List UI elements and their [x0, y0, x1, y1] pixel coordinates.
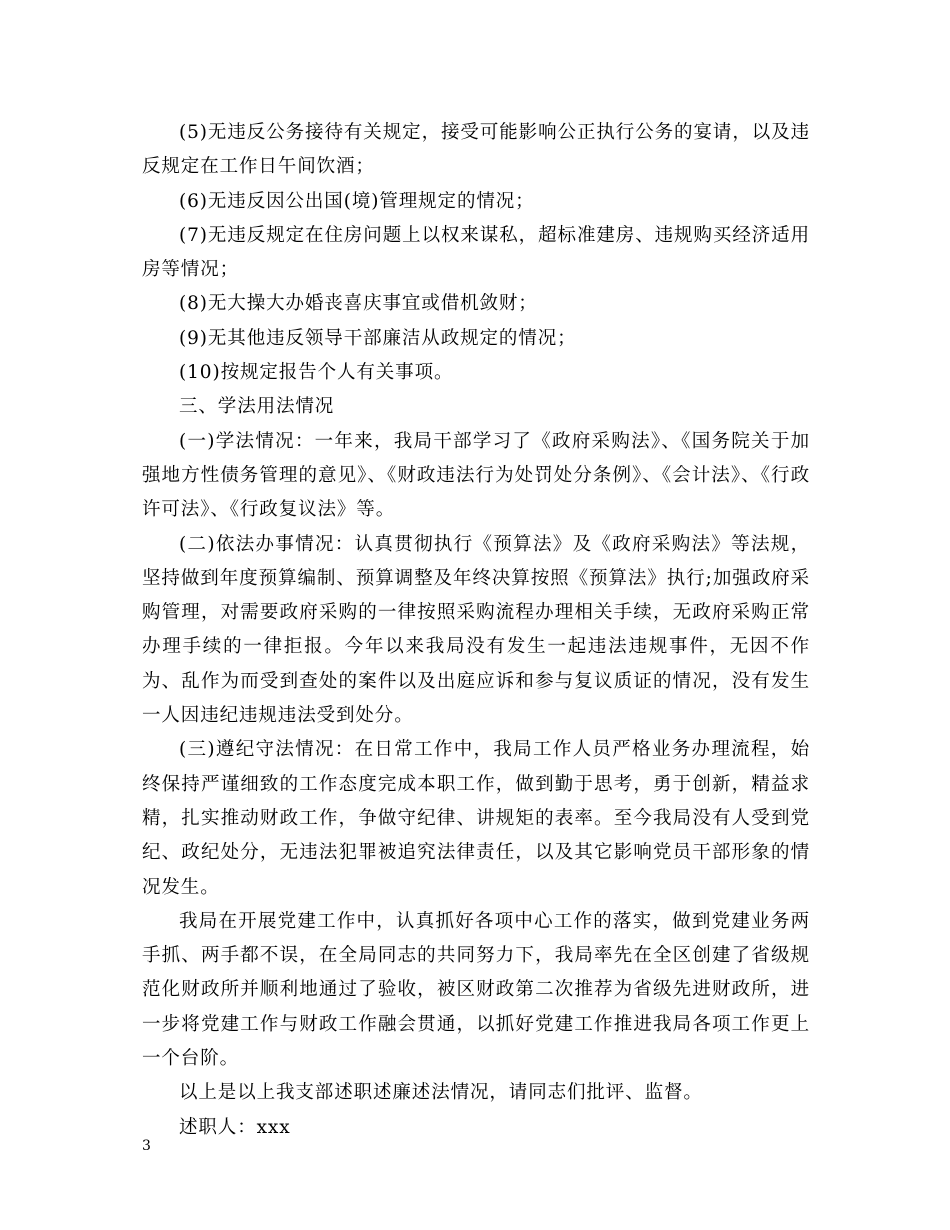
paragraph-item-8: (8)无大操大办婚丧喜庆事宜或借机敛财； [179, 293, 538, 315]
paragraph-item-6: (6)无违反因公出国(境)管理规定的情况； [179, 190, 535, 212]
paragraph-item-10: (10)按规定报告个人有关事项。 [179, 362, 454, 384]
page-number: 3 [142, 1138, 151, 1154]
paragraph-party-building: 我局在开展党建工作中，认真抓好各项中心工作的落实，做到党建业务两手抓、两手都不误，在全局同志的共同努力下，我局率先在全区创建了省级规范化财政所并顺利地通过了验收，被区财政第二次推荐为省级先进财政所，进一步将党建工作与财政工作融会贯通，以抓好党建工作推进我局各项工作更上一个台阶。 [142, 910, 810, 1070]
reporter-signature: 述职人：xxx [179, 1116, 291, 1138]
section-heading: 三、学法用法情况 [179, 396, 335, 418]
paragraph-item-9: (9)无其他违反领导干部廉洁从政规定的情况； [179, 327, 577, 349]
paragraph-law-practice: (二)依法办事情况：认真贯彻执行《预算法》及《政府采购法》等法规，坚持做到年度预算编制、预算调整及年终决算按照《预算法》执行;加强政府采购管理，对需要政府采购的一律按照采购流程办理相关手续，无政府采购正常办理手续的一律拒报。今年以来我局没有发生一起违法违规事件，无因不作为、乱作为而受到查处的案件以及出庭应诉和参与复议质证的情况，没有发生一人因违纪违规违法受到处分。 [142, 533, 810, 727]
paragraph-item-7: (7)无违反规定在住房问题上以权来谋私，超标准建房、违规购买经济适用房等情况； [142, 224, 810, 281]
paragraph-closing: 以上是以上我支部述职述廉述法情况，请同志们批评、监督。 [179, 1082, 703, 1104]
document-body [142, 116, 810, 1145]
paragraph-law-compliance: (三)遵纪守法情况：在日常工作中，我局工作人员严格业务办理流程，始终保持严谨细致的工作态度完成本职工作，做到勤于思考，勇于创新，精益求精，扎实推动财政工作，争做守纪律、讲规矩的表率。至今我局没有人受到党纪、政纪处分，无违法犯罪被追究法律责任，以及其它影响党员干部形象的情况发生。 [142, 739, 810, 898]
paragraph-item-5: (5)无违反公务接待有关规定，接受可能影响公正执行公务的宴请，以及违反规定在工作日午间饮酒； [142, 122, 810, 178]
paragraph-law-study: (一)学法情况：一年来，我局干部学习了《政府采购法》、《国务院关于加强地方性债务管理的意见》、《财政违法行为处罚处分条例》、《会计法》、《行政许可法》、《行政复议法》等。 [142, 430, 810, 521]
